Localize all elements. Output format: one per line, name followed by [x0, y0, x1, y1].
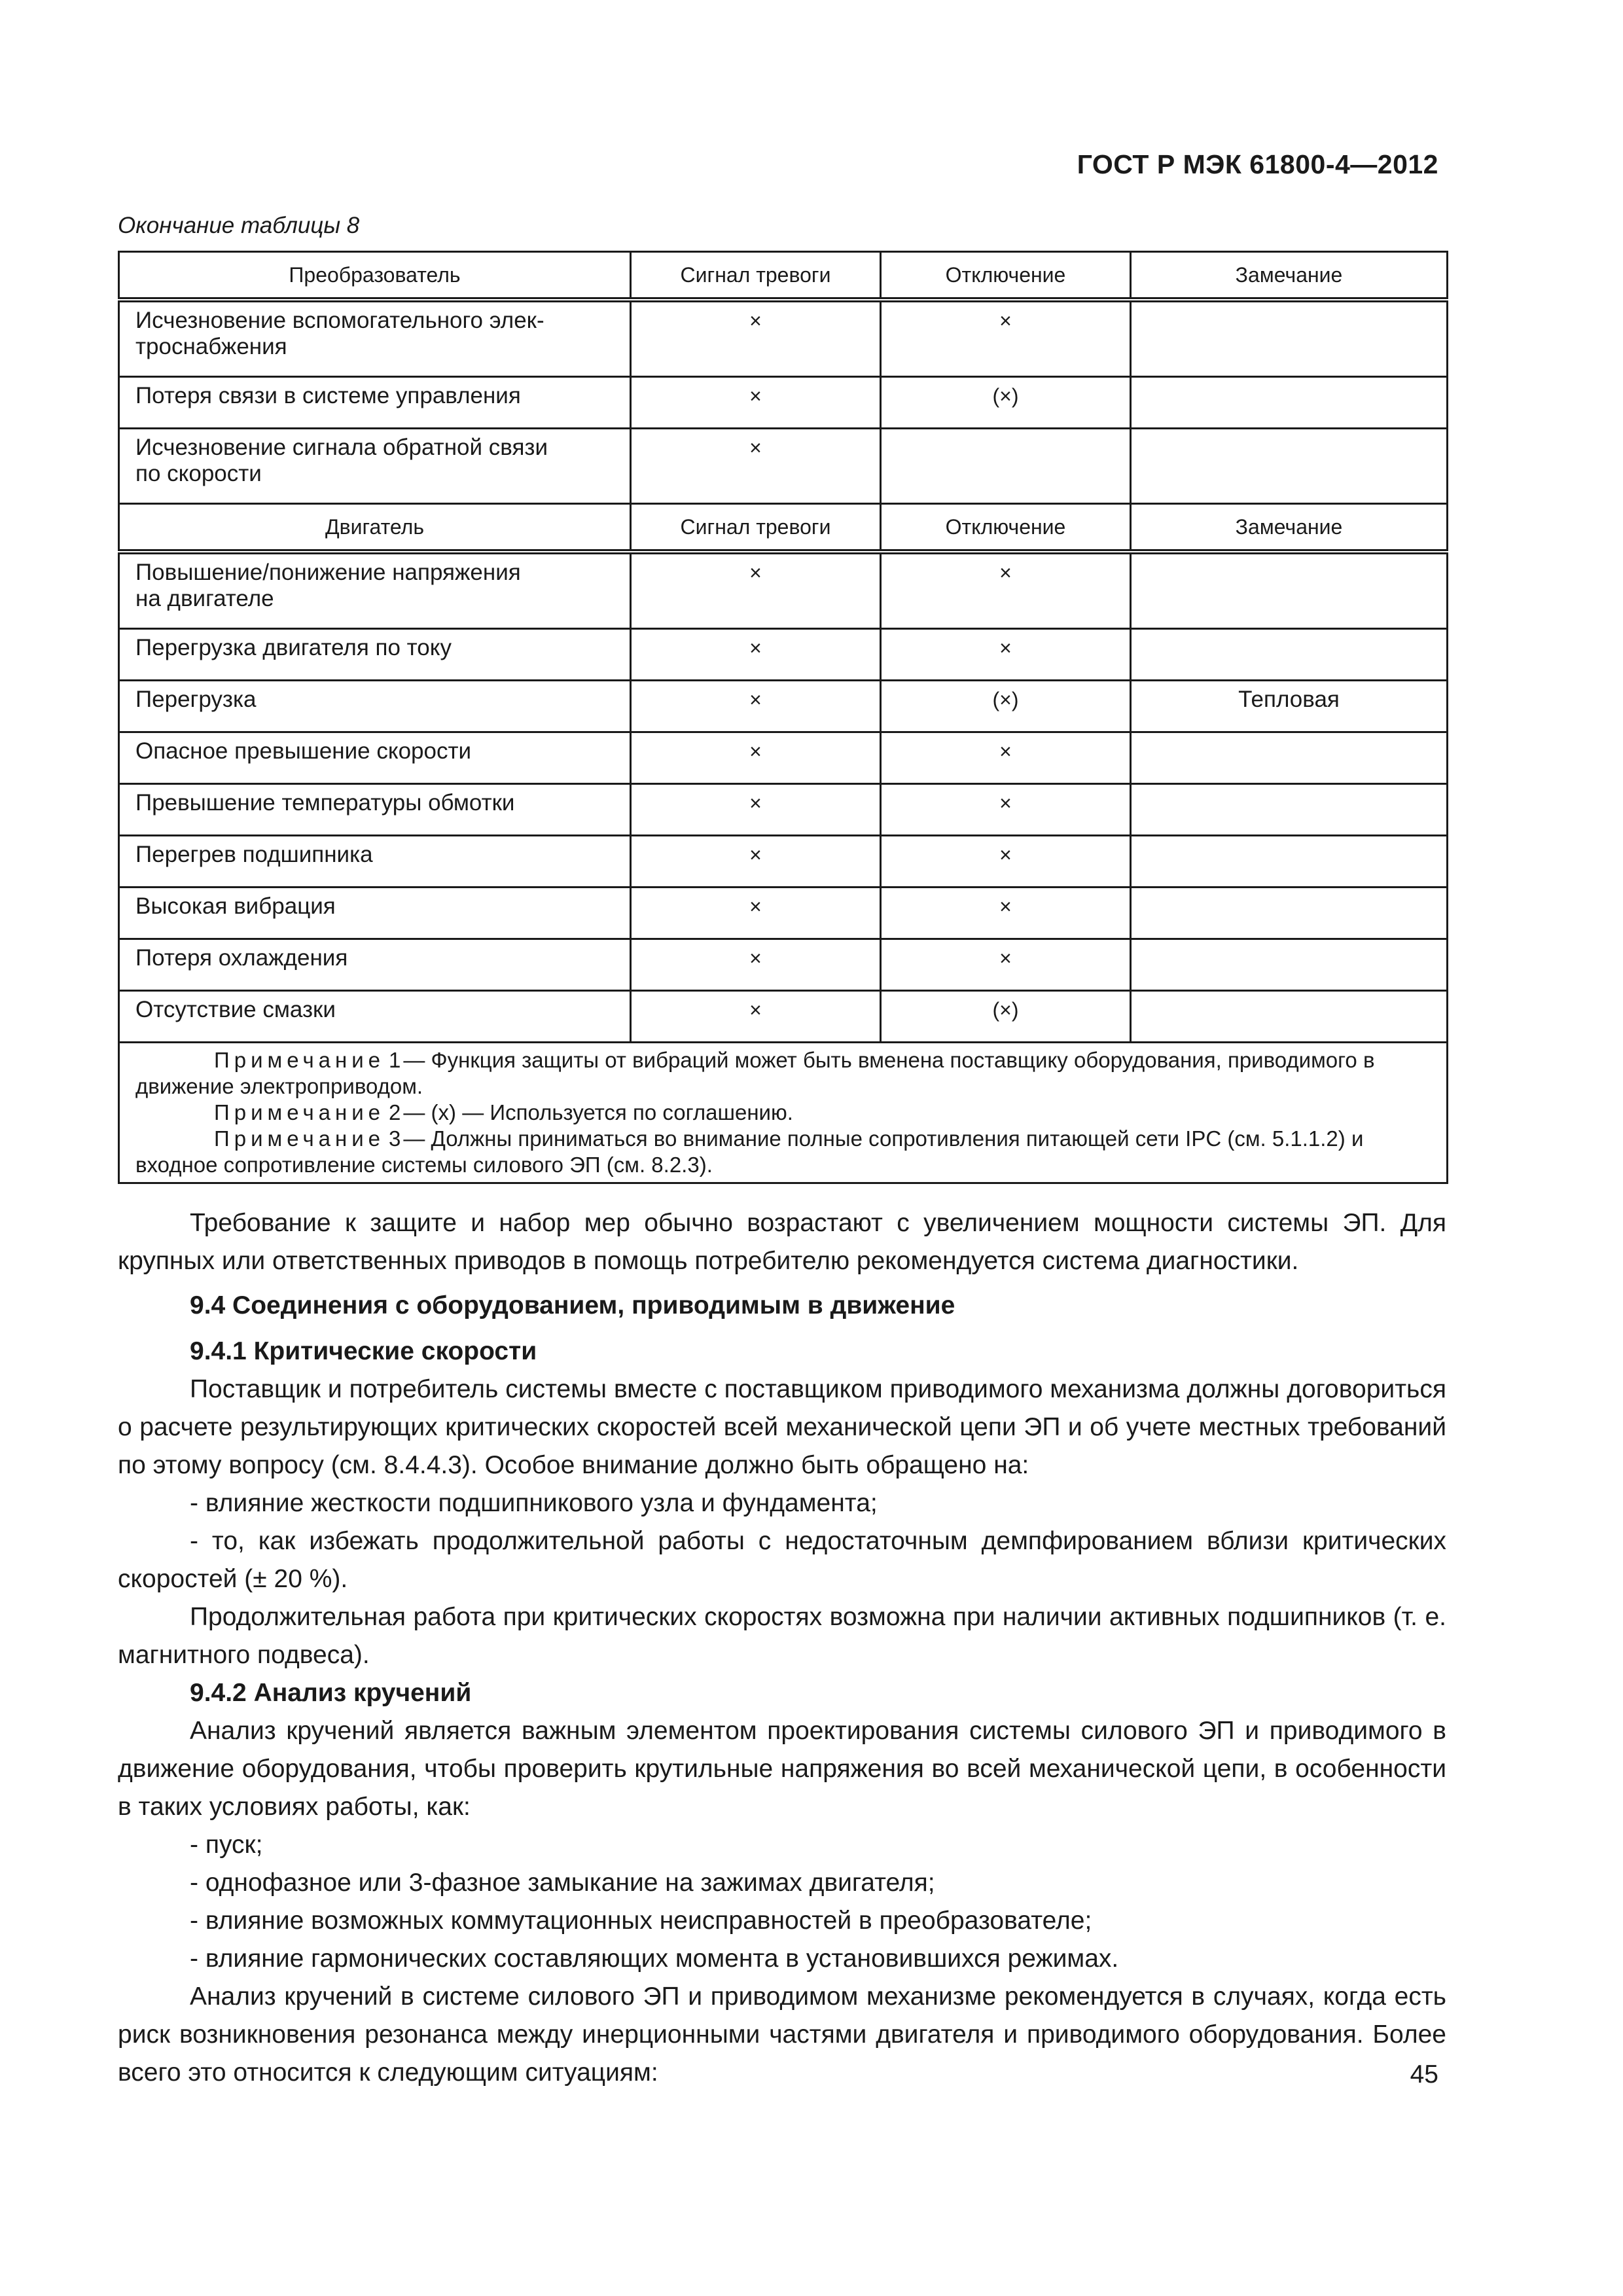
subsection-heading: 9.4.2 Анализ кручений [190, 1679, 472, 1707]
table-row [119, 732, 1448, 784]
row-name-cell: Исчезновение сигнала обратной связи по скорости [119, 429, 631, 504]
column-header: Отключение [881, 252, 1131, 300]
trip-cell: × [881, 629, 1131, 681]
note-number: 1 [389, 1048, 401, 1072]
table-note [135, 1126, 1431, 1178]
row-name-cell: Перегрузка двигателя по току [119, 629, 631, 681]
trip-cell: × [881, 784, 1131, 836]
trip-cell: × [881, 300, 1131, 377]
row-name-cell: Высокая вибрация [119, 888, 631, 939]
alarm-cell: × [631, 552, 881, 629]
trip-cell: (×) [881, 377, 1131, 429]
trip-cell: × [881, 732, 1131, 784]
row-name-cell: Отсутствие смазки [119, 991, 631, 1043]
table-body [119, 252, 1448, 1183]
alarm-cell: × [631, 939, 881, 991]
note-text: — Функция защиты от вибраций может быть вменена поставщику оборудования, приводимого в движение электроприводом. [135, 1048, 1375, 1098]
paragraph: Продолжительная работа при критических скоростях возможна при наличии активных подшипников (т. е. магнитного подвеса). [118, 1603, 1446, 1669]
subsection-heading: 9.4.1 Критические скорости [190, 1337, 537, 1365]
table-notes [119, 1043, 1448, 1183]
remark-cell: Тепловая [1131, 681, 1448, 732]
alarm-cell: × [631, 300, 881, 377]
table-row [119, 939, 1448, 991]
table-row [119, 552, 1448, 629]
list-item: - влияние жесткости подшипникового узла и фундамента; [190, 1489, 878, 1517]
column-header: Отключение [881, 504, 1131, 552]
row-name-cell: Превышение температуры обмотки [119, 784, 631, 836]
table-header-row [119, 252, 1448, 300]
table-row [119, 629, 1448, 681]
page-number: 45 [1410, 2060, 1438, 2089]
remark-cell [1131, 939, 1448, 991]
remark-cell [1131, 836, 1448, 888]
row-name-cell: Потеря связи в системе управления [119, 377, 631, 429]
trip-cell: × [881, 888, 1131, 939]
paragraph: Требование к защите и набор мер обычно возрастают с увеличением мощности системы ЭП. Для крупных или ответственных приводов в помощь потребителю рекомендуется система диагностики. [118, 1209, 1446, 1275]
column-header: Преобразователь [119, 252, 631, 300]
remark-cell [1131, 991, 1448, 1043]
remark-cell [1131, 377, 1448, 429]
row-name-cell: Перегрузка [119, 681, 631, 732]
remark-cell [1131, 429, 1448, 504]
table-row [119, 836, 1448, 888]
row-name-cell: Повышение/понижение напряжения на двигателе [119, 552, 631, 629]
alarm-cell: × [631, 681, 881, 732]
row-name-cell: Исчезновение вспомогательного элек- троснабжения [119, 300, 631, 377]
table-caption: Окончание таблицы 8 [118, 213, 360, 238]
notes-row [119, 1043, 1448, 1183]
paragraph: Анализ кручений в системе силового ЭП и приводимом механизме рекомендуется в случаях, когда есть риск возникновения резонанса между инерционными частями двигателя и приводимого оборудования. Более всего это относится к следующим ситуациям: [118, 1982, 1446, 2087]
remark-cell [1131, 888, 1448, 939]
note-label: Примечание [214, 1048, 385, 1072]
protection-table [118, 251, 1448, 1184]
note-number: 2 [389, 1100, 401, 1124]
paragraph: Анализ кручений является важным элементом проектирования системы силового ЭП и приводимого в движение оборудования, чтобы проверить крутильные напряжения во всей механической цепи, в особенности в таких условиях работы, как: [118, 1717, 1446, 1821]
trip-cell [881, 429, 1131, 504]
alarm-cell: × [631, 629, 881, 681]
remark-cell [1131, 784, 1448, 836]
row-name-cell: Опасное превышение скорости [119, 732, 631, 784]
note-text: — Должны приниматься во внимание полные сопротивления питающей сети IPC (см. 5.1.1.2) и входное сопротивление системы силового ЭП (см. 8.2.3). [135, 1126, 1364, 1177]
trip-cell: (×) [881, 991, 1131, 1043]
table-row [119, 429, 1448, 504]
column-header: Замечание [1131, 504, 1448, 552]
list-item: - пуск; [190, 1831, 263, 1859]
note-number: 3 [389, 1126, 401, 1151]
note-label: Примечание [214, 1100, 385, 1124]
section-heading: 9.4 Соединения с оборудованием, приводимым в движение [190, 1291, 955, 1319]
paragraph: Поставщик и потребитель системы вместе с поставщиком приводимого механизма должны договориться о расчете результирующих критических скоростей всей механической цепи ЭП и об учете местных требований по этому вопросу (см. 8.4.4.3). Особое внимание должно быть обращено на: [118, 1375, 1446, 1479]
row-name-cell: Перегрев подшипника [119, 836, 631, 888]
table-row [119, 300, 1448, 377]
table-row [119, 888, 1448, 939]
trip-cell: × [881, 939, 1131, 991]
remark-cell [1131, 732, 1448, 784]
alarm-cell: × [631, 836, 881, 888]
row-name-cell: Потеря охлаждения [119, 939, 631, 991]
body-text [118, 1204, 1446, 2092]
table-header-row [119, 504, 1448, 552]
standard-number: ГОСТ Р МЭК 61800-4—2012 [1077, 149, 1438, 179]
list-item: - влияние гармонических составляющих момента в установившихся режимах. [190, 1945, 1119, 1973]
alarm-cell: × [631, 888, 881, 939]
list-item: - однофазное или 3-фазное замыкание на зажимах двигателя; [190, 1869, 935, 1897]
table-row [119, 991, 1448, 1043]
table-note [135, 1100, 1431, 1126]
alarm-cell: × [631, 377, 881, 429]
table-row [119, 784, 1448, 836]
alarm-cell: × [631, 784, 881, 836]
remark-cell [1131, 300, 1448, 377]
alarm-cell: × [631, 732, 881, 784]
column-header: Замечание [1131, 252, 1448, 300]
list-item: - влияние возможных коммутационных неисправностей в преобразователе; [190, 1907, 1092, 1935]
list-item: - то, как избежать продолжительной работы с недостаточным демпфированием вблизи критических скоростей (± 20 %). [118, 1527, 1446, 1593]
column-header: Сигнал тревоги [631, 504, 881, 552]
column-header: Двигатель [119, 504, 631, 552]
column-header: Сигнал тревоги [631, 252, 881, 300]
table-row [119, 377, 1448, 429]
note-text: — (х) — Используется по соглашению. [403, 1100, 793, 1124]
note-label: Примечание [214, 1126, 385, 1151]
trip-cell: × [881, 836, 1131, 888]
remark-cell [1131, 629, 1448, 681]
trip-cell: (×) [881, 681, 1131, 732]
remark-cell [1131, 552, 1448, 629]
trip-cell: × [881, 552, 1131, 629]
alarm-cell: × [631, 429, 881, 504]
alarm-cell: × [631, 991, 881, 1043]
table-note [135, 1047, 1431, 1100]
table-row [119, 681, 1448, 732]
